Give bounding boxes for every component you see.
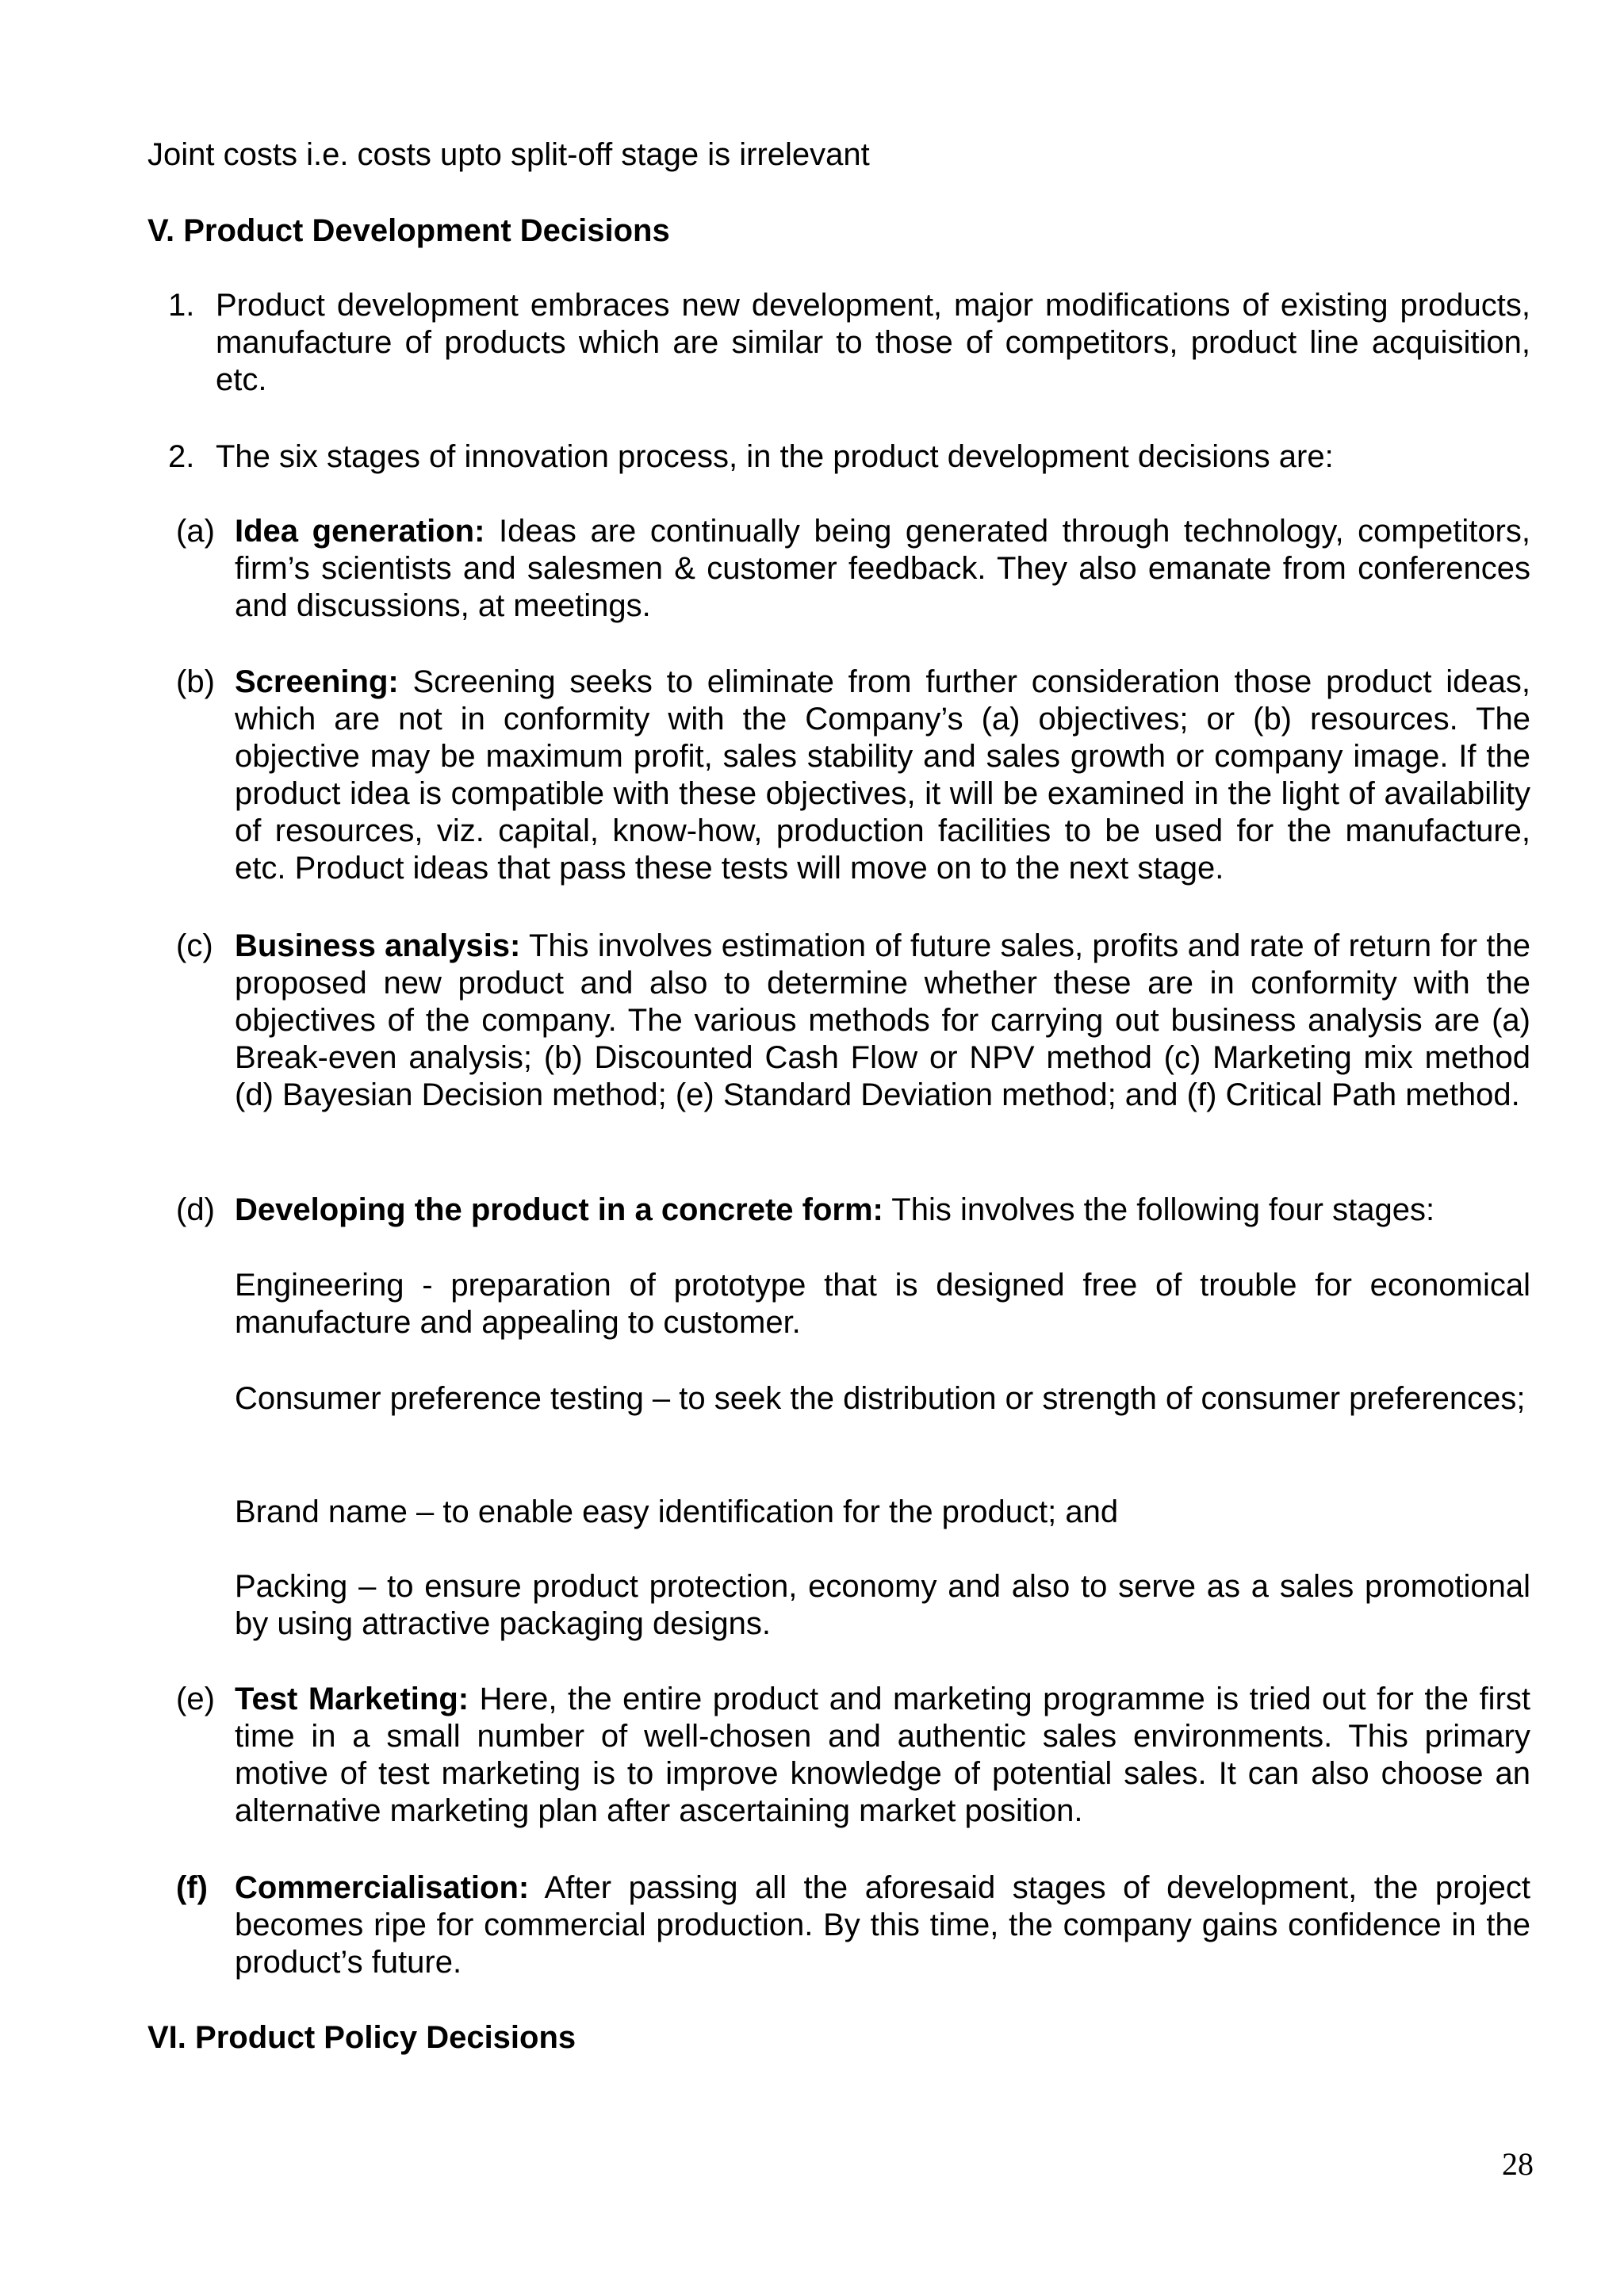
stage-f-marker: (f) [176,1870,208,1905]
item-1-number: 1. [168,288,195,323]
stage-d-sub-consumer-testing: Consumer preference testing – to seek the distribution or strength of consumer preferences; [235,1381,1526,1416]
stage-b-paragraph [235,664,1530,887]
stage-c-paragraph [235,928,1530,1114]
stage-e-marker: (e) [176,1682,215,1716]
stage-d-sub-brand-name: Brand name – to enable easy identification for the product; and [235,1494,1119,1529]
section-v-heading: V. Product Development Decisions [147,213,670,248]
stage-f-paragraph [235,1869,1530,1981]
intro-line: Joint costs i.e. costs upto split-off stage is irrelevant [147,137,870,172]
stage-c-marker: (c) [176,928,213,963]
stage-d-text: This involves the following four stages: [883,1192,1435,1227]
stage-d-marker: (d) [176,1192,215,1227]
stage-d-sub-engineering: Engineering - preparation of prototype that is designed free of trouble for economical manufacture and appealing to customer. [235,1268,1530,1340]
stage-e-text: Here, the entire product and marketing programme is tried out for the first time in a small number of well-chosen and authentic sales environments. This primary motive of test marketing is to improve knowledge of potential sales. It can also choose an alternative marketing plan after ascertaining market position. [235,1682,1531,1828]
item-1-text: Product development embraces new development, major modifications of existing products, manufacture of products which are similar to those of competitors, product line acquisition, etc. [216,288,1530,397]
stage-e-title: Test Marketing: [235,1682,469,1716]
item-2-text: The six stages of innovation process, in the product development decisions are: [216,439,1334,474]
stage-f-title: Commercialisation: [235,1870,530,1905]
stage-b-text: Screening seeks to eliminate from further consideration those product ideas, which are not in conformity with the Company’s (a) objectives; or (b) resources. The objective may be maximum profit, sales stability and sales growth or company image. If the product idea is compatible with these objectives, it will be examined in the light of availability of resources, viz. capital, know-how, production facilities to be used for the manufacture, etc. Product ideas that pass these tests will move on to the next stage. [235,664,1530,886]
stage-c-text: This involves estimation of future sales, profits and rate of return for the proposed new product and also to determine whether these are in conformity with the objectives of the company. The various methods for carrying out business analysis are (a) Break-even analysis; (b) Discounted Cash Flow or NPV method (c) Marketing mix method (d) Bayesian Decision method; (e) Standard Deviation method; and (f) Critical Path method. [235,928,1530,1112]
page-number: 28 [1502,2146,1534,2182]
stage-c-title: Business analysis: [235,928,521,963]
stage-d-sub-packing: Packing – to ensure product protection, economy and also to serve as a sales promotional by using attractive packaging designs. [235,1569,1530,1641]
stage-d-title: Developing the product in a concrete form: [235,1192,883,1227]
stage-b-title: Screening: [235,664,399,699]
stage-b-marker: (b) [176,664,215,699]
stage-f-text: After passing all the aforesaid stages of development, the project becomes ripe for commercial production. By this time, the company gains confidence in the product’s future. [235,1870,1530,1980]
stage-a-title: Idea generation: [235,514,485,549]
stage-a-marker: (a) [176,514,215,549]
stage-a-text: Ideas are continually being generated through technology, competitors, firm’s scientists and salesmen & customer feedback. They also emanate from conferences and discussions, at meetings. [235,514,1530,623]
item-2-number: 2. [168,439,195,474]
stage-e-paragraph [235,1681,1530,1830]
section-vi-heading: VI. Product Policy Decisions [147,2020,576,2055]
stage-a-paragraph [235,513,1530,625]
stage-d-paragraph [235,1192,1530,1229]
